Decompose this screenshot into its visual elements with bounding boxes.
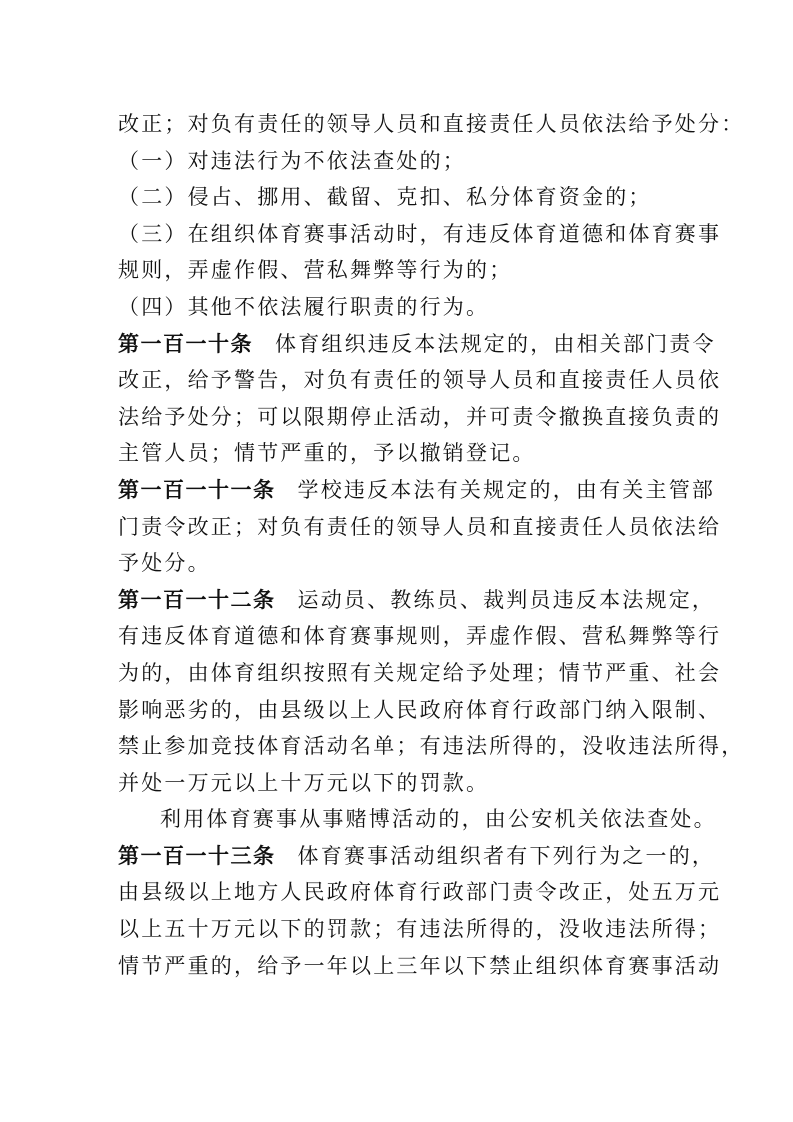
line-text: 学校违反本法有关规定的，由有关主管部 [297, 477, 716, 502]
line-text: （二）侵占、挪用、截留、克扣、私分体育资金的； [118, 185, 652, 210]
line-text: 门责令改正；对负有责任的领导人员和直接责任人员依法给 [118, 514, 722, 539]
line-text: 予处分。 [118, 551, 211, 576]
text-line [118, 435, 675, 472]
text-line [118, 545, 675, 582]
line-text: 情节严重的，给予一年以上三年以下禁止组织体育赛事活动 [118, 953, 722, 978]
line-text: 由县级以上地方人民政府体育行政部门责令改正，处五万元 [118, 880, 722, 905]
text-line [118, 911, 722, 948]
line-text: 改正；对负有责任的领导人员和直接责任人员依法给予处分： [118, 112, 745, 136]
line-text: （三）在组织体育赛事活动时，有违反体育道德和体育赛事 [118, 221, 722, 246]
text-line [118, 655, 722, 692]
line-text: 利用体育赛事从事赌博活动的，由公安机关依法查处。 [160, 807, 717, 832]
text-line [118, 692, 722, 729]
article-heading-line [118, 472, 716, 509]
article-number: 第一百一十二条 [118, 586, 276, 612]
line-text: 影响恶劣的，由县级以上人民政府体育行政部门纳入限制、 [118, 697, 722, 722]
line-text: （四）其他不依法履行职责的行为。 [118, 294, 490, 319]
article-number: 第一百一十条 [118, 330, 253, 356]
text-line [118, 179, 675, 216]
line-text: 以上五十万元以下的罚款；有违法所得的，没收违法所得； [118, 917, 722, 942]
text-line [118, 252, 675, 289]
line-text: 并处一万元以上十万元以下的罚款。 [118, 770, 490, 795]
text-line [118, 399, 722, 436]
text-line [118, 216, 722, 253]
text-line [118, 362, 722, 399]
text-line [118, 106, 745, 143]
text-line [118, 618, 722, 655]
line-text: 禁止参加竞技体育活动名单；有违法所得的，没收违法所得， [118, 734, 745, 759]
indented-paragraph-line [118, 801, 717, 838]
text-line [118, 728, 745, 765]
line-text: 运动员、教练员、裁判员违反本法规定， [297, 587, 716, 612]
text-line [118, 948, 722, 985]
article-heading-line [118, 326, 716, 363]
article-number: 第一百一十三条 [118, 842, 276, 868]
line-text: 有违反体育道德和体育赛事规则，弄虚作假、营私舞弊等行 [118, 624, 722, 649]
line-text: 规则，弄虚作假、营私舞弊等行为的； [118, 258, 513, 283]
line-text: 主管人员；情节严重的，予以撤销登记。 [118, 441, 536, 466]
article-heading-line [118, 582, 716, 619]
line-text: （一）对违法行为不依法查处的； [118, 148, 466, 173]
line-text: 改正，给予警告，对负有责任的领导人员和直接责任人员依 [118, 368, 722, 393]
text-line [118, 509, 722, 546]
text-line [118, 874, 722, 911]
text-line [118, 289, 675, 326]
line-text: 体育组织违反本法规定的，由相关部门责令 [275, 331, 716, 356]
text-line [118, 765, 675, 802]
line-text: 体育赛事活动组织者有下列行为之一的， [297, 843, 716, 868]
article-heading-line [118, 838, 716, 875]
text-line [118, 143, 675, 180]
line-text: 为的，由体育组织按照有关规定给予处理；情节严重、社会 [118, 660, 722, 685]
article-number: 第一百一十一条 [118, 476, 276, 502]
line-text: 法给予处分；可以限期停止活动，并可责令撤换直接负责的 [118, 404, 722, 429]
